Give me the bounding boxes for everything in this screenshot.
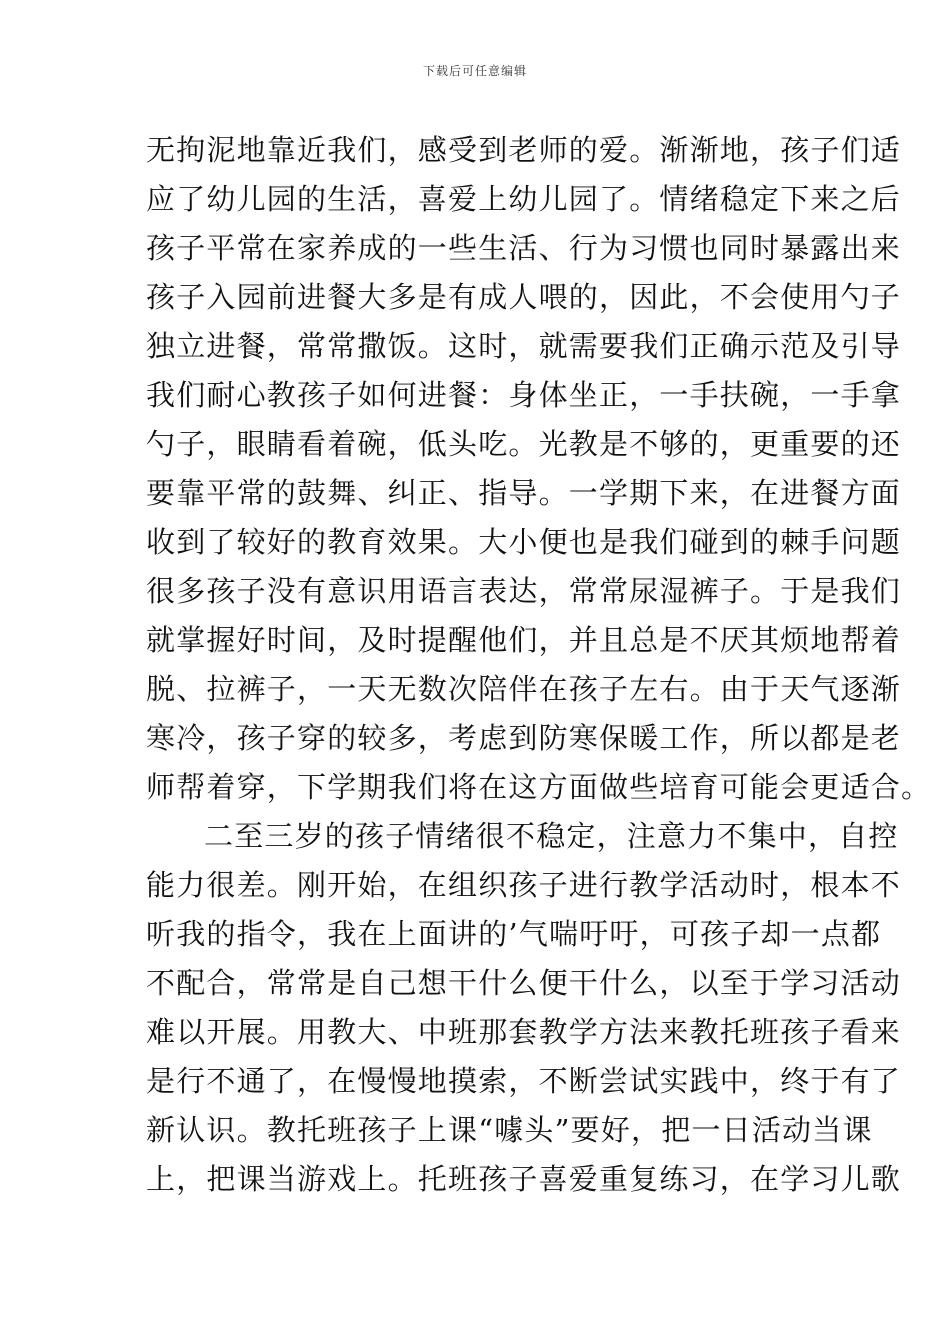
text-line: 寒冷，孩子穿的较多，考虑到防寒保暖工作，所以都是老	[146, 721, 902, 755]
text-line: 勺子，眼睛看着碗，低头吃。光教是不够的，更重要的还	[146, 427, 902, 461]
text-line: 很多孩子没有意识用语言表达，常常尿湿裤子。于是我们	[146, 574, 902, 608]
text-line: 要靠平常的鼓舞、纠正、指导。一学期下来，在进餐方面	[146, 476, 902, 510]
text-line: 难以开展。用教大、中班那套教学方法来教托班孩子看来	[146, 1015, 902, 1049]
body-text	[146, 126, 932, 1204]
text-line: 上，把课当游戏上。托班孩子喜爱重复练习，在学习儿歌	[146, 1162, 902, 1196]
text-line: 是行不通了，在慢慢地摸索，不断尝试实践中，终于有了	[146, 1064, 902, 1098]
text-line: 孩子入园前进餐大多是有成人喂的，因此，不会使用勺子	[146, 280, 902, 314]
text-line: 脱、拉裤子，一天无数次陪伴在孩子左右。由于天气逐渐	[146, 672, 902, 706]
text-line: 就掌握好时间，及时提醒他们，并且总是不厌其烦地帮着	[146, 623, 902, 657]
text-line: 收到了较好的教育效果。大小便也是我们碰到的棘手问题	[146, 525, 902, 559]
page-header: 下载后可任意编辑	[422, 64, 527, 78]
text-line: 不配合，常常是自己想干什么便干什么，以至于学习活动	[146, 966, 902, 1000]
text-line: 师帮着穿，下学期我们将在这方面做些培育可能会更适合。	[146, 770, 932, 804]
paragraph-start-line: 二至三岁的孩子情绪很不稳定，注意力不集中，自控	[204, 819, 899, 853]
text-line: 独立进餐，常常撒饭。这时，就需要我们正确示范及引导	[146, 329, 902, 363]
text-line: 我们耐心教孩子如何进餐：身体坐正，一手扶碗，一手拿	[146, 378, 902, 412]
text-line: 无拘泥地靠近我们，感受到老师的爱。渐渐地，孩子们适	[146, 133, 902, 167]
text-line: 听我的指令，我在上面讲的’气喘吁吁，可孩子却一点都	[146, 917, 882, 951]
text-line: 能力很差。刚开始，在组织孩子进行教学活动时，根本不	[146, 868, 902, 902]
text-line: 应了幼儿园的生活，喜爱上幼儿园了。情绪稳定下来之后	[146, 182, 902, 216]
text-line: 新认识。教托班孩子上课“噱头”要好，把一日活动当课	[146, 1113, 873, 1147]
text-line: 孩子平常在家养成的一些生活、行为习惯也同时暴露出来	[146, 231, 902, 265]
